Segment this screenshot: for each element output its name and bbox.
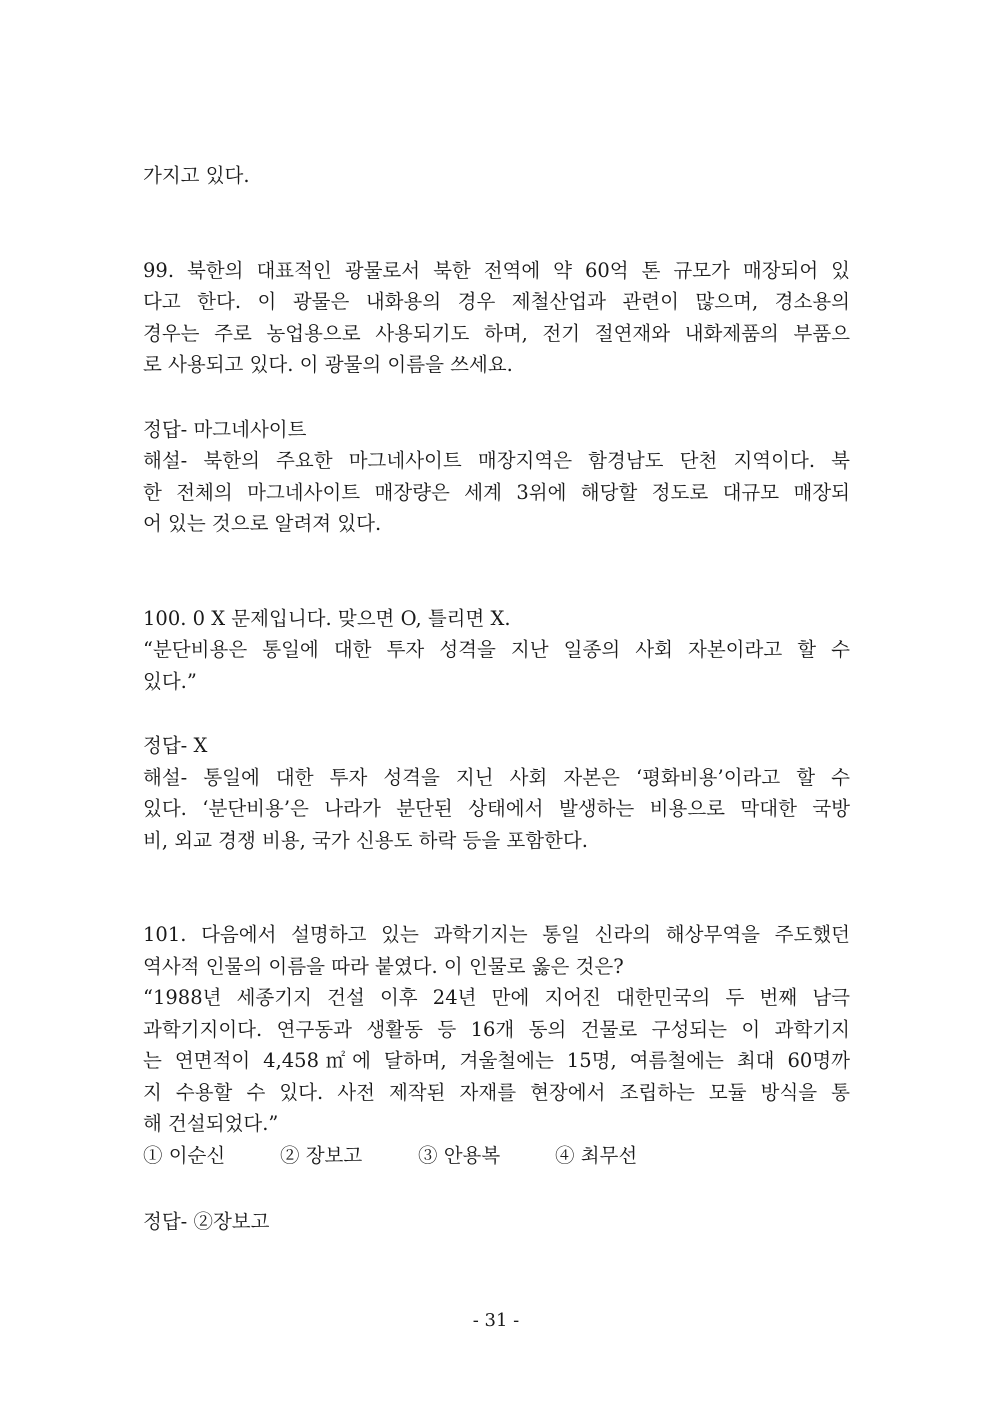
question-text-line: 경우는 주로 농업용으로 사용되기도 하며, 전기 절연재와 내화제품의 부품으	[143, 321, 850, 345]
explanation-text-line: 한 전체의 마그네사이트 매장량은 세계 3위에 해당할 정도로 대규모 매장되	[143, 480, 850, 504]
question-text-line: “분단비용은 통일에 대한 투자 성격을 지난 일종의 사회 자본이라고 할 수	[143, 638, 850, 661]
question-text-line: 99. 북한의 대표적인 광물로서 북한 전역에 약 60억 톤 규모가 매장되어 있	[143, 258, 850, 282]
question-text-line: 지 수용할 수 있다. 사전 제작된 자재를 현장에서 조립하는 모듈 방식을 통	[143, 1080, 850, 1104]
answer-99: 정답- 마그네사이트	[143, 417, 307, 441]
question-text-line: 있다.”	[143, 669, 197, 693]
choice-2: ② 장보고	[280, 1143, 363, 1167]
choice-1: ① 이순신	[143, 1143, 226, 1167]
page-number: - 31 -	[472, 1310, 520, 1331]
explanation-100	[143, 762, 850, 857]
spacer	[143, 381, 850, 414]
question-text-line: 해 건설되었다.”	[143, 1112, 279, 1135]
answer-choices	[143, 1140, 850, 1172]
spacer	[143, 856, 850, 919]
explanation-text-line: 비, 외교 경쟁 비용, 국가 신용도 하락 등을 포함한다.	[143, 828, 588, 852]
explanation-text-line: 해설- 북한의 주요한 마그네사이트 매장지역은 함경남도 단천 지역이다. 북	[143, 449, 850, 472]
continued-text: 가지고 있다.	[143, 164, 250, 187]
question-text-line: 로 사용되고 있다. 이 광물의 이름을 쓰세요.	[143, 353, 513, 376]
choice-4: ④ 최무선	[555, 1143, 638, 1167]
explanation-text-line: 어 있는 것으로 알려져 있다.	[143, 512, 382, 535]
spacer	[143, 540, 850, 603]
explanation-text-line: 해설- 통일에 대한 투자 성격을 지닌 사회 자본은 ‘평화비용’이라고 할 수	[143, 765, 850, 789]
question-100	[143, 603, 850, 698]
spacer	[143, 192, 850, 255]
question-text-line: “1988년 세종기지 건설 이후 24년 만에 지어진 대한민국의 두 번째 남극	[143, 986, 850, 1009]
answer-100: 정답- X	[143, 734, 208, 757]
spacer	[143, 697, 850, 730]
question-text-line: 역사적 인물의 이름을 따라 붙였다. 이 인물로 옳은 것은?	[143, 954, 624, 978]
question-text-line: 과학기지이다. 연구동과 생활동 등 16개 동의 건물로 구성되는 이 과학기지	[143, 1017, 850, 1041]
explanation-99	[143, 445, 850, 540]
document-body	[143, 160, 850, 1238]
spacer	[143, 1171, 850, 1206]
question-text-line: 는 연면적이 4,458㎡에 달하며, 겨울철에는 15명, 여름철에는 최대 60명까	[143, 1049, 850, 1072]
question-text-line: 다고 한다. 이 광물은 내화용의 경우 제철산업과 관련이 많으며, 경소용의	[143, 290, 850, 313]
question-99	[143, 255, 850, 381]
explanation-text-line: 있다. ‘분단비용’은 나라가 분단된 상태에서 발생하는 비용으로 막대한 국방	[143, 797, 850, 820]
question-text-line: 101. 다음에서 설명하고 있는 과학기지는 통일 신라의 해상무역을 주도했던	[143, 923, 850, 946]
answer-101: 정답- ②장보고	[143, 1210, 270, 1233]
question-101	[143, 919, 850, 1140]
question-text-line: 100. 0 X 문제입니다. 맞으면 O, 틀리면 X.	[143, 606, 511, 630]
choice-3: ③ 안용복	[418, 1143, 501, 1167]
